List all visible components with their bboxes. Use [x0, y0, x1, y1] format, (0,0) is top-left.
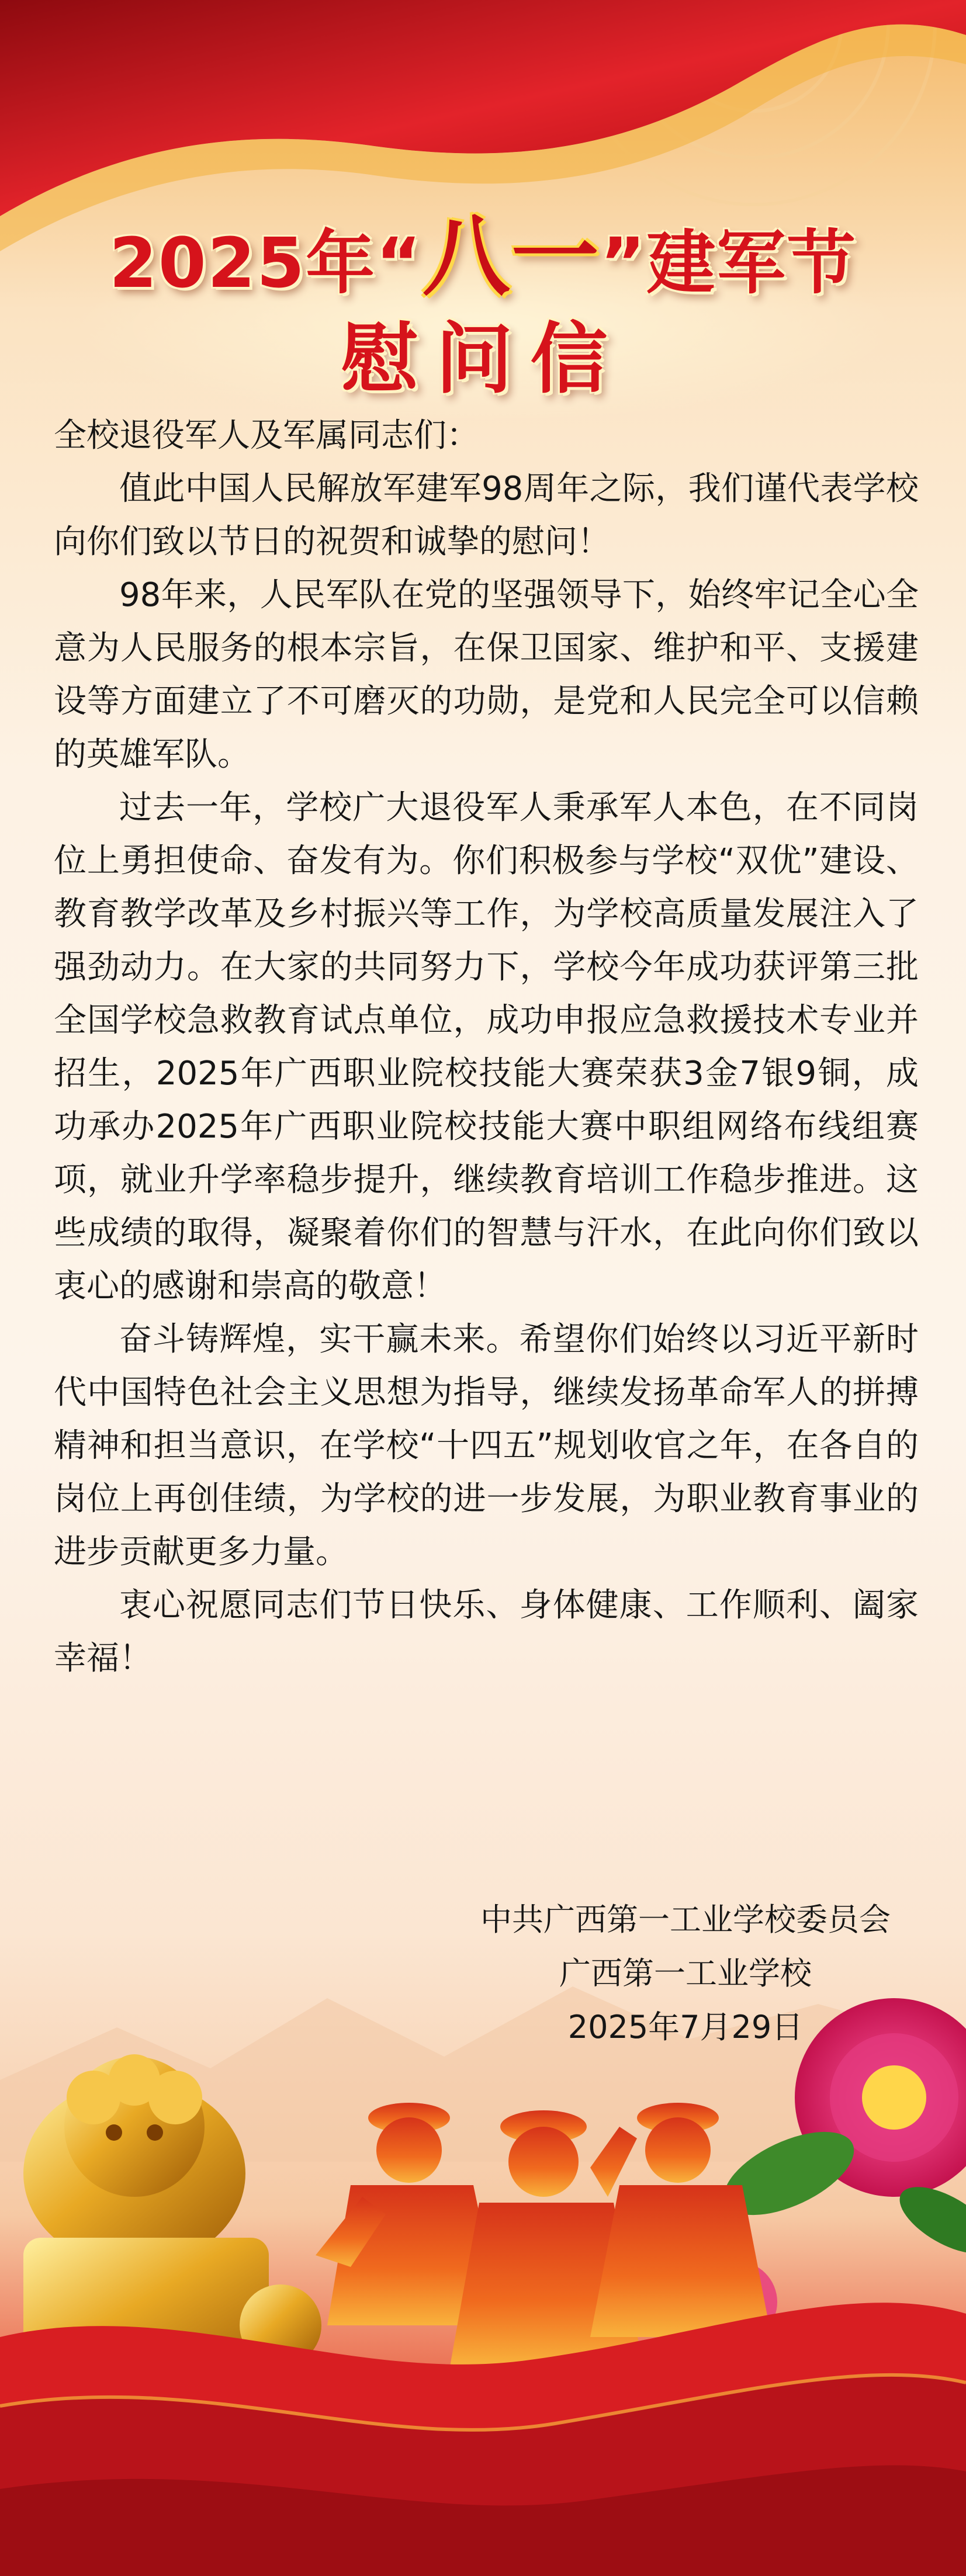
signature-block — [463, 1893, 908, 2054]
title-block — [0, 206, 966, 404]
title-close-quote: ” — [600, 223, 647, 303]
signature-date: 2025年7月29日 — [567, 2009, 804, 2045]
letter-body — [54, 409, 919, 1685]
title-year: 2025年 — [109, 223, 376, 303]
title-open-quote: “ — [376, 223, 423, 303]
signature-committee: 中共广西第一工业学校委员会 — [480, 1901, 891, 1938]
page-subtitle: 慰问信 — [341, 314, 625, 404]
soldier-silhouettes — [316, 2103, 771, 2366]
signature-school: 广西第一工业学校 — [559, 1955, 812, 1992]
paragraph: 值此中国人民解放军建军98周年之际，我们谨代表学校向你们致以节日的祝贺和诚挚的慰问！ — [54, 470, 919, 561]
salutation: 全校退役军人及军属同志们： — [54, 417, 479, 455]
paragraph: 衷心祝愿同志们节日快乐、身体健康、工作顺利、阖家幸福！ — [54, 1586, 919, 1677]
title-bayi: 八一 — [422, 206, 600, 308]
title-festival: 建军节 — [646, 223, 857, 303]
paragraph: 奋斗铸辉煌，实干赢未来。希望你们始终以习近平新时代中国特色社会主义思想为指导，继续发扬革命军人的拼搏精神和担当意识，在学校“十四五”规划收官之年，在各自的岗位上再创佳绩，为学校的进一步发展，为职业教育事业的进步贡献更多力量。 — [54, 1320, 919, 1571]
page-title — [0, 206, 966, 308]
paragraph: 98年来，人民军队在党的坚强领导下，始终牢记全心全意为人民服务的根本宗旨，在保卫国家、维护和平、支援建设等方面建立了不可磨灭的功勋，是党和人民完全可以信赖的英雄军队。 — [54, 576, 919, 774]
paragraph: 过去一年，学校广大退役军人秉承军人本色，在不同岗位上勇担使命、奋发有为。你们积极参与学校“双优”建设、教育教学改革及乡村振兴等工作，为学校高质量发展注入了强劲动力。在大家的共同努力下，学校今年成功获评第三批全国学校急救教育试点单位，成功申报应急救援技术专业并招生，2025年广西职业院校技能大赛荣获3金7银9铜，成功承办2025年广西职业院校技能大赛中职组网络布线组赛项，就业升学率稳步提升，继续教育培训工作稳步推进。这些成绩的取得，凝聚着你们的智慧与汗水，在此向你们致以衷心的感谢和崇高的敬意！ — [54, 789, 919, 1305]
